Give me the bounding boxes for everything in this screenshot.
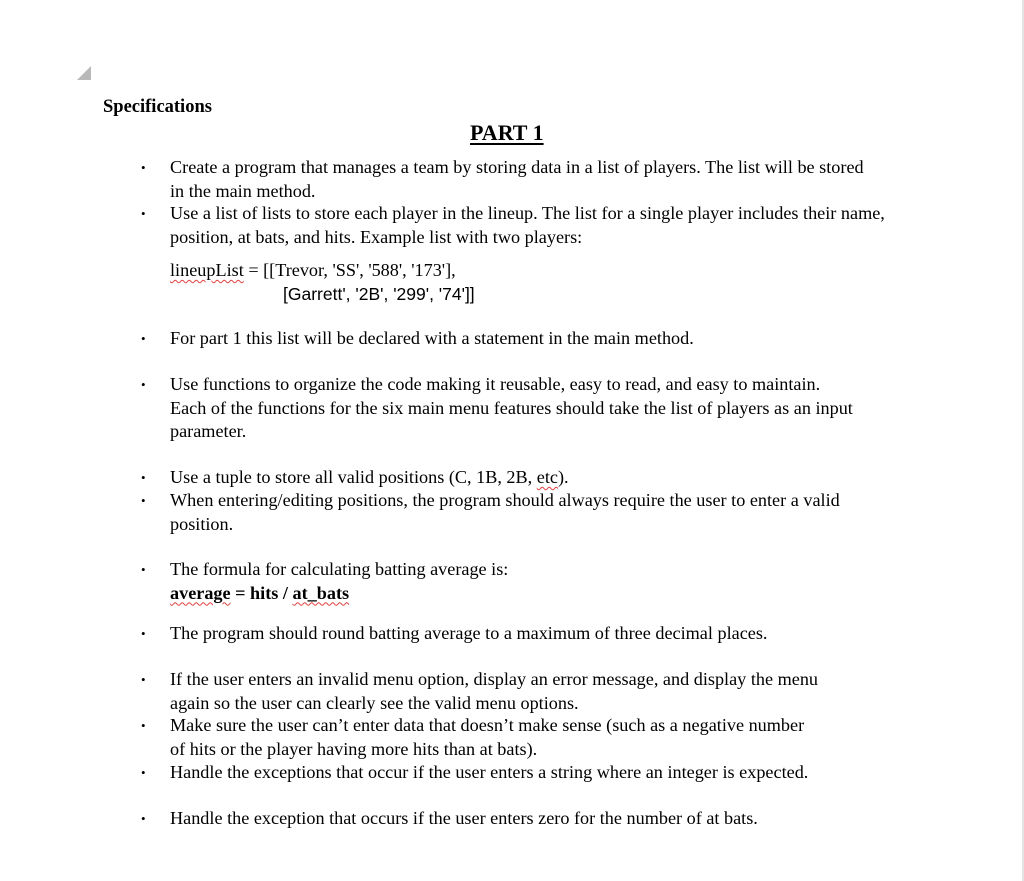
bullet-icon: •: [141, 672, 146, 687]
bullet-text: Use a list of lists to store each player in the lineup. The list for a single player includes their name, position, at bats, and hits. Example list with two players:: [170, 203, 885, 247]
page-corner-marker-icon: [77, 66, 91, 80]
bullet-icon: •: [141, 331, 146, 346]
bullet-icon: •: [141, 206, 146, 221]
list-item: [135, 466, 895, 490]
bullet-icon: •: [141, 493, 146, 508]
etc-word: etc: [536, 467, 558, 487]
bullet-text: For part 1 this list will be declared with a statement in the main method.: [170, 328, 694, 348]
example-line-2-text: [Garrett', '2B', '299', '74']]: [283, 284, 475, 304]
formula-middle: = hits /: [230, 582, 293, 603]
bullet-text: The program should round batting average to a maximum of three decimal places.: [170, 623, 768, 643]
bullet-text: Handle the exception that occurs if the user enters zero for the number of at bats.: [170, 808, 758, 828]
list-item: [135, 327, 895, 351]
example-line-1-rest: = [[Trevor, 'SS', '588', '173'],: [243, 260, 456, 280]
tuple-text: Use a tuple to store all valid positions (C, 1B, 2B,: [170, 467, 533, 487]
formula-average: average: [170, 582, 231, 603]
bullet-text: Create a program that manages a team by storing data in a list of players. The list will be stored in the main method.: [170, 157, 864, 201]
bullet-icon: •: [141, 718, 146, 733]
bullet-text: Use functions to organize the code making it reusable, easy to read, and easy to maintain. Each of the functions for the six main menu features should take the list of players as an input parameter.: [170, 374, 853, 441]
bullet-icon: •: [141, 765, 146, 780]
bullet-icon: •: [141, 811, 146, 826]
list-item: [135, 714, 895, 761]
bullet-icon: •: [141, 470, 146, 485]
list-item: [135, 558, 895, 605]
list-item: [135, 202, 895, 249]
list-item: [135, 156, 895, 203]
list-item: [135, 373, 895, 444]
bullet-text: When entering/editing positions, the program should always require the user to enter a valid position.: [170, 490, 840, 534]
bullet-text: [170, 558, 910, 605]
bullet-icon: •: [141, 160, 146, 175]
example-line-1: [170, 259, 456, 283]
formula-intro: The formula for calculating batting average is:: [170, 559, 509, 579]
list-item: [135, 668, 895, 715]
bullet-text: If the user enters an invalid menu option, display an error message, and display the menu again so the user can clearly see the valid menu options.: [170, 669, 819, 713]
list-item: [135, 761, 895, 808]
lineup-list-variable: lineupList: [170, 260, 244, 280]
tuple-close: ).: [557, 467, 569, 487]
formula-at-bats: at_bats: [292, 582, 350, 603]
bullet-icon: •: [141, 626, 146, 641]
bullet-text: Handle the exceptions that occur if the user enters a string where an integer is expected.: [170, 762, 809, 782]
list-item: [135, 489, 895, 536]
bullet-icon: •: [141, 562, 146, 577]
list-item: [135, 622, 895, 646]
batting-average-formula: [170, 583, 349, 603]
specifications-heading: Specifications: [103, 97, 212, 117]
bullet-text: Make sure the user can’t enter data that doesn’t make sense (such as a negative number of hits or the player having more hits than at bats).: [170, 715, 805, 759]
part-title: PART 1: [470, 120, 544, 145]
bullet-text: [170, 466, 910, 490]
list-item: [135, 807, 895, 831]
bullet-icon: •: [141, 377, 146, 392]
example-line-2: [283, 283, 475, 307]
